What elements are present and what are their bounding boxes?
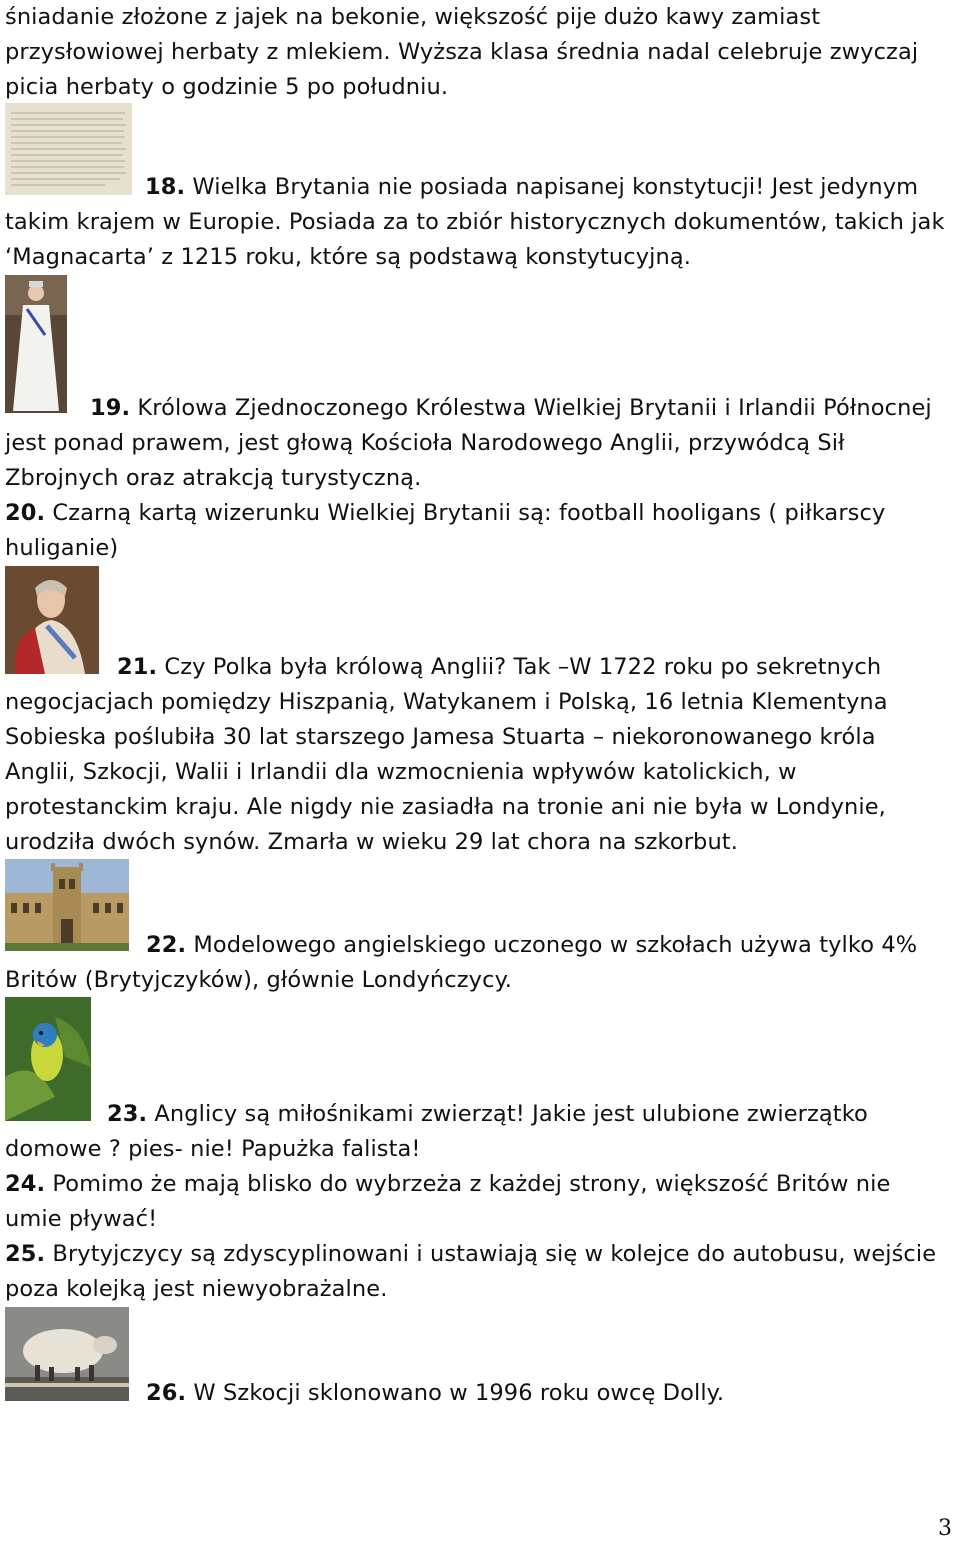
item-number: 19. [90, 395, 131, 421]
item-text: Czy Polka była królową Anglii? Tak –W 1722 roku po sekretnych negocjacjach pomiędzy Hiszpanią, Watykanem i Polską, 16 letnia Klementyna Sobieska poślubiła 30 lat starszego Jamesa Stuarta – niekoronowanego króla Anglii, Szkocji, Walii i Irlandii dla wzmocnienia wpływów katolickich, w protestanckim kraju. Ale nigdy nie zasiadła na tronie ani nie była w Londynie, urodziła dwóch synów. Zmarła w wieku 29 lat chora na szkorbut. [5, 654, 888, 855]
item-number: 25. [5, 1241, 46, 1267]
item-24 [5, 1167, 953, 1237]
item-text: Wielka Brytania nie posiada napisanej konstytucji! Jest jedynym takim krajem w Europie. Posiada za to zbiór historycznych dokumentów, takich jak ‘Magnacarta’ z 1215 roku, które są podstawą konstytucyjną. [5, 174, 945, 270]
item-19 [5, 391, 953, 496]
item-20 [5, 496, 953, 566]
item-number: 22. [146, 932, 187, 958]
item-text: Brytyjczycy są zdyscyplinowani i ustawiają się w kolejce do autobusu, wejście poza kolejką jest niewyobrażalne. [5, 1241, 937, 1302]
item-text: Modelowego angielskiego uczonego w szkołach używa tylko 4% Britów (Brytyjczyków), głównie Londyńczycy. [5, 932, 918, 993]
item-number: 26. [146, 1380, 187, 1406]
item-23 [5, 1097, 953, 1167]
item-number: 20. [5, 500, 46, 526]
item-21 [5, 650, 953, 860]
intro-line-1: śniadanie złożone z jajek na bekonie, większość pije dużo kawy zamiast [5, 4, 821, 30]
item-18 [5, 170, 953, 275]
item-number: 24. [5, 1171, 46, 1197]
intro-line-2: przysłowiowej herbaty z mlekiem. Wyższa klasa średnia nadal celebruje zwyczaj [5, 39, 919, 65]
item-text: Anglicy są miłośnikami zwierząt! Jakie jest ulubione zwierzątko domowe ? pies- nie! Papużka falista! [5, 1101, 868, 1162]
item-text: Pomimo że mają blisko do wybrzeża z każdej strony, większość Britów nie umie pływać! [5, 1171, 891, 1232]
page-number: 3 [938, 1516, 952, 1541]
intro-line-3: picia herbaty o godzinie 5 po południu. [5, 74, 449, 100]
item-number: 21. [117, 654, 158, 680]
item-number: 23. [107, 1101, 148, 1127]
item-25 [5, 1237, 953, 1307]
item-text: Czarną kartą wizerunku Wielkiej Brytanii są: football hooligans ( piłkarscy huliganie) [5, 500, 886, 561]
item-text: Królowa Zjednoczonego Królestwa Wielkiej Brytanii i Irlandii Północnej jest ponad prawem, jest głową Kościoła Narodowego Anglii, przywódcą Sił Zbrojnych oraz atrakcją turystyczną. [5, 395, 932, 491]
item-22 [5, 928, 953, 998]
item-text: W Szkocji sklonowano w 1996 roku owcę Dolly. [186, 1380, 725, 1406]
item-26 [5, 1376, 953, 1411]
item-number: 18. [145, 174, 186, 200]
